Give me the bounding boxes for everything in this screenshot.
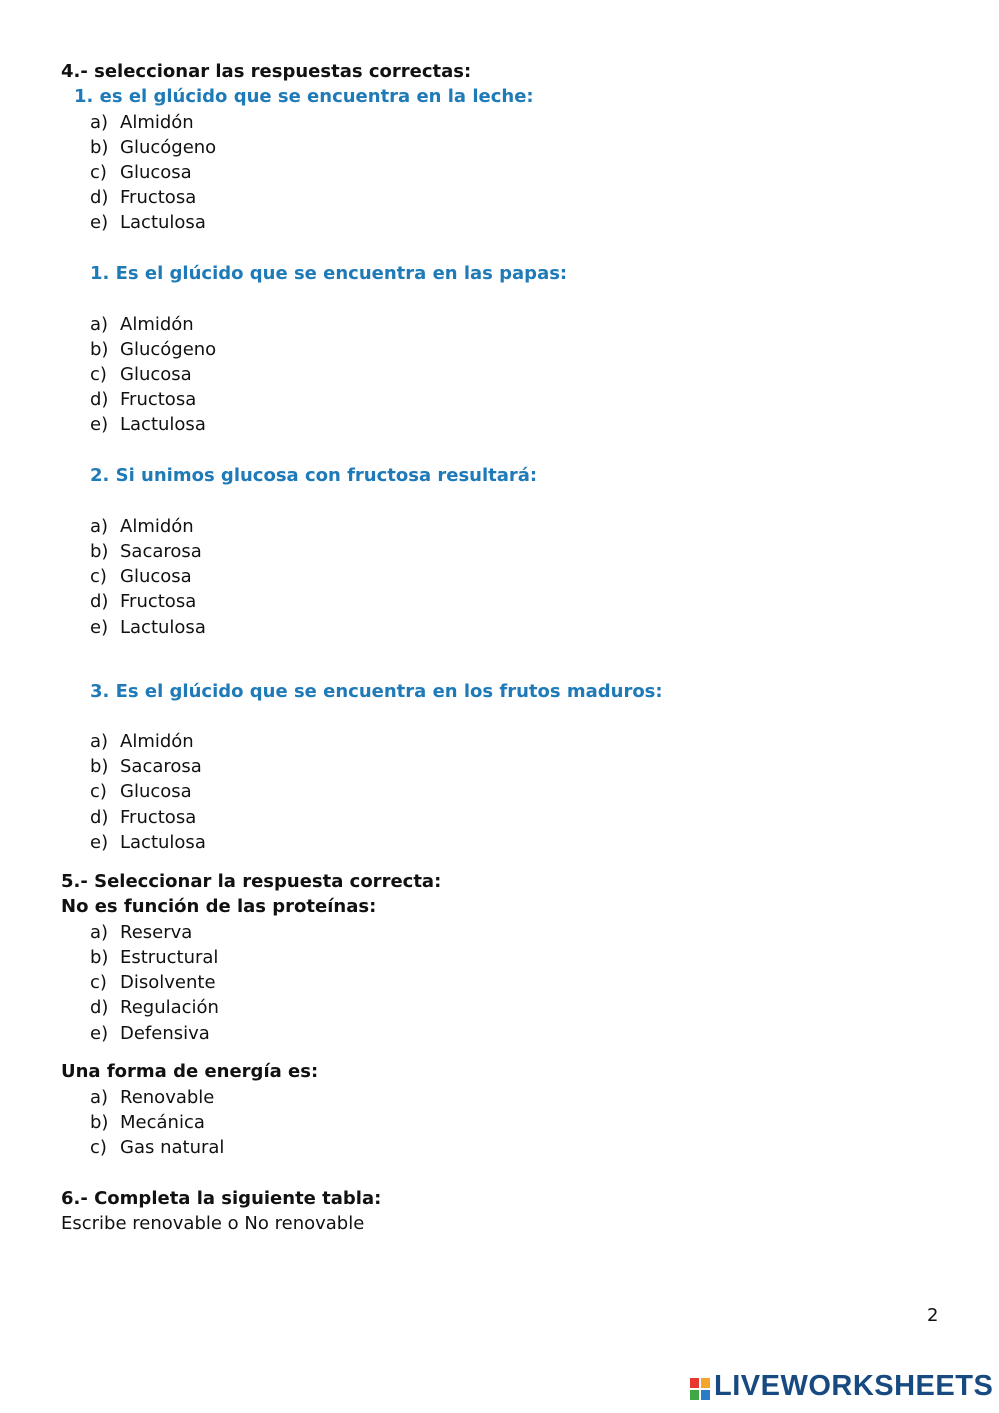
q5-sub1-option-d[interactable]: d) Regulación	[90, 997, 219, 1018]
q4-item4-option-c[interactable]: c) Glucosa	[90, 781, 192, 802]
q5-sub2-option-c[interactable]: c) Gas natural	[90, 1137, 225, 1158]
q4-item1-option-e[interactable]: e) Lactulosa	[90, 212, 206, 233]
liveworksheets-logo	[690, 1370, 994, 1406]
q5-sub1-option-a[interactable]: a) Reserva	[90, 922, 193, 943]
q4-item2-option-c[interactable]: c) Glucosa	[90, 364, 192, 385]
q5-title: 5.- Seleccionar la respuesta correcta:	[61, 871, 442, 892]
q4-item3-option-e[interactable]: e) Lactulosa	[90, 617, 206, 638]
q4-item2-option-a[interactable]: a) Almidón	[90, 314, 194, 335]
q4-item3-option-c[interactable]: c) Glucosa	[90, 566, 192, 587]
q4-item2-option-e[interactable]: e) Lactulosa	[90, 414, 206, 435]
q4-item1-option-b[interactable]: b) Glucógeno	[90, 137, 217, 158]
q5-sub1-option-c[interactable]: c) Disolvente	[90, 972, 216, 993]
q4-item1-option-c[interactable]: c) Glucosa	[90, 162, 192, 183]
q4-title: 4.- seleccionar las respuestas correctas:	[61, 61, 472, 82]
q6-instruction: Escribe renovable o No renovable	[61, 1213, 365, 1234]
q4-item1-option-d[interactable]: d) Fructosa	[90, 187, 197, 208]
q4-item4-prompt: 3. Es el glúcido que se encuentra en los frutos maduros:	[90, 681, 663, 702]
liveworksheets-wordmark: LIVEWORKSHEETS	[714, 1370, 994, 1402]
q4-item1-option-a[interactable]: a) Almidón	[90, 112, 194, 133]
q4-item2-option-b[interactable]: b) Glucógeno	[90, 339, 217, 360]
page-number: 2	[927, 1305, 939, 1326]
q4-item3-option-b[interactable]: b) Sacarosa	[90, 541, 202, 562]
q4-item2-option-d[interactable]: d) Fructosa	[90, 389, 197, 410]
q4-item3-prompt: 2. Si unimos glucosa con fructosa resultará:	[90, 465, 538, 486]
q5-sub1-option-e[interactable]: e) Defensiva	[90, 1023, 210, 1044]
q4-item4-option-e[interactable]: e) Lactulosa	[90, 832, 206, 853]
q6-title: 6.- Completa la siguiente tabla:	[61, 1188, 382, 1209]
q4-item3-option-d[interactable]: d) Fructosa	[90, 591, 197, 612]
q4-item3-option-a[interactable]: a) Almidón	[90, 516, 194, 537]
q4-item4-option-a[interactable]: a) Almidón	[90, 731, 194, 752]
q5-sub2-option-a[interactable]: a) Renovable	[90, 1087, 215, 1108]
q4-item4-option-d[interactable]: d) Fructosa	[90, 807, 197, 828]
q5-sub1-option-b[interactable]: b) Estructural	[90, 947, 219, 968]
q4-item1-prompt: 1. es el glúcido que se encuentra en la leche:	[74, 86, 534, 107]
q5-sub1: No es función de las proteínas:	[61, 896, 377, 917]
liveworksheets-logo-icon	[690, 1378, 710, 1400]
q4-item4-option-b[interactable]: b) Sacarosa	[90, 756, 202, 777]
q5-sub2: Una forma de energía es:	[61, 1061, 319, 1082]
q5-sub2-option-b[interactable]: b) Mecánica	[90, 1112, 205, 1133]
q4-item2-prompt: 1. Es el glúcido que se encuentra en las papas:	[90, 263, 568, 284]
